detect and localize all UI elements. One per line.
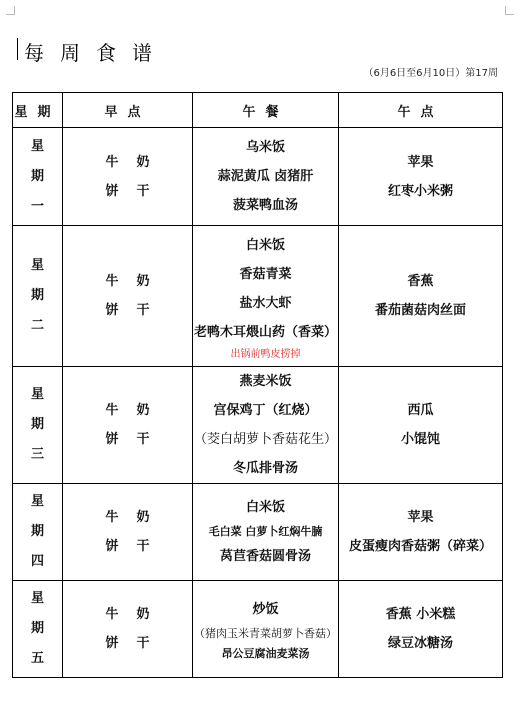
column-header-snack: 午点 xyxy=(339,93,503,128)
table-row xyxy=(13,484,503,581)
text-cursor xyxy=(17,38,18,60)
lunch-cell: 燕麦米饭 宫保鸡丁（红烧） （茭白胡萝卜香菇花生） 冬瓜排骨汤 xyxy=(193,367,339,484)
day-cell: 星 期 一 xyxy=(13,128,63,226)
column-header-breakfast: 早点 xyxy=(63,93,193,128)
lunch-cell: 炒饭 （猪肉玉米青菜胡萝卜香菇） 昂公豆腐油麦菜汤 xyxy=(193,581,339,678)
day-cell: 星 期 三 xyxy=(13,367,63,484)
breakfast-cell: 牛 奶 饼 干 xyxy=(63,367,193,484)
snack-cell: 香蕉 小米糕 绿豆冰糖汤 xyxy=(339,581,503,678)
snack-cell: 苹果 红枣小米粥 xyxy=(339,128,503,226)
table-header-row xyxy=(13,93,503,128)
table-row xyxy=(13,226,503,367)
snack-cell: 苹果 皮蛋瘦肉香菇粥（碎菜） xyxy=(339,484,503,581)
day-cell: 星 期 四 xyxy=(13,484,63,581)
lunch-cell: 白米饭 香菇青菜 盐水大虾 老鸭木耳煨山药（香菜） 出锅前鸭皮捞掉 xyxy=(193,226,339,367)
lunch-cell: 白米饭 毛白菜 白萝卜红焖牛腩 莴苣香菇圆骨汤 xyxy=(193,484,339,581)
snack-cell: 西瓜 小馄饨 xyxy=(339,367,503,484)
snack-cell: 香蕉 番茄菌菇肉丝面 xyxy=(339,226,503,367)
lunch-note: 出锅前鸭皮捞掉 xyxy=(230,348,301,360)
day-cell: 星 期 五 xyxy=(13,581,63,678)
page-title: 每周食谱 xyxy=(24,41,168,65)
table-row xyxy=(13,367,503,484)
breakfast-cell: 牛 奶 饼 干 xyxy=(63,581,193,678)
breakfast-cell: 牛 奶 饼 干 xyxy=(63,484,193,581)
page-corner-mark xyxy=(6,6,15,15)
weekly-menu-table xyxy=(12,92,503,678)
breakfast-cell: 牛 奶 饼 干 xyxy=(63,128,193,226)
lunch-cell: 乌米饭 蒜泥黄瓜 卤猪肝 菠菜鸭血汤 xyxy=(193,128,339,226)
breakfast-cell: 牛 奶 饼 干 xyxy=(63,226,193,367)
week-range: （6月6日至6月10日）第17周 xyxy=(363,68,498,79)
column-header-lunch: 午餐 xyxy=(193,93,339,128)
table-row xyxy=(13,128,503,226)
table-row xyxy=(13,581,503,678)
day-cell: 星 期 二 xyxy=(13,226,63,367)
page-corner-mark xyxy=(505,6,514,15)
column-header-day: 星期 xyxy=(13,93,63,128)
